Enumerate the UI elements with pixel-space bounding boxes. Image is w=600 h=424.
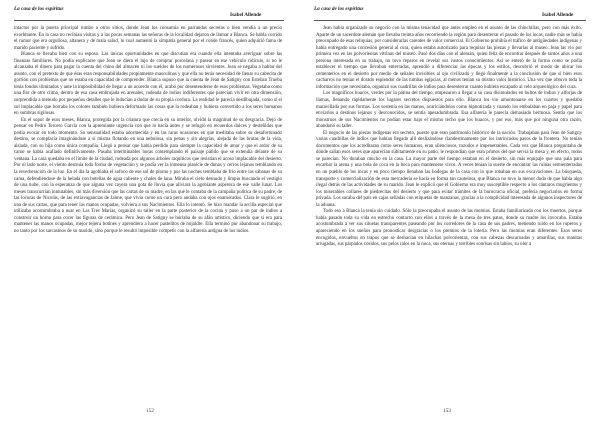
running-title: La casa de los espíritus [14,6,64,12]
page-body [14,26,282,236]
header-rule [314,20,586,21]
page-body [316,26,582,249]
header-rule [14,20,284,21]
paragraph: intactos por la puerta principal rumbo a otros sitios, donde Jean los consumía en parrandas secretas o bien vendía a un precio exorbitante. En la casa no recibían visitas y a las pocas semanas las señoras de la localidad dejaron de llamar a Blanca. Se habla corrido el rumor que era orgullosa, altanera y de mala salud, lo cual aumentó la simpatía general por el conde francés, quien adquirió fama de marido paciente y sufrido. [14,26,282,51]
paragraph: El negocio de las piezas indígenas era secreto, puesto que eran patrimonio histórico de la nación. Trabajaban para Jean de Satigny varias cuadrillas de indios que habían llegado allí deslizándose clandestinamente por los intrincados pasos de la frontera. No tenían documentos que los acreditaran como seres humanos, eran silenciosos, tozudos e impenetrables. Cada vez que Blanca preguntaba de dónde salían esos seres que aparecían súbitamente en su patio, le respondían que eran primos del que servía la mesa y, en efecto, todos se parecían. No duraban mucho en la casa. La mayor parte del tiempo estaban en el desierto, sin más equipaje que una pala para escarbar la arena y una bola de coca en la boca para mantenerse vivos. A veces tenían la suerte de encontrar las ruinas semienterradas en un pueblo de los incas y en poco tiempo llenaban las bodegas de la casa con lo que robaban en sus excavaciones. La búsqueda, transporte y comercialización de esta mercadería se hacía en forma tan cautelosa, que Blanca no tuvo la menor duda de que había algo ilegal detrás de las actividades de su marido. Jean le explicó que el Gobierno era muy susceptible respecto a los cántaros mugrientos y los miserables collares de piedrecitas del desierto y que para evitar trámites de la burocracia oficial, prefería negociarlos en forma privada. Los sacaba del país en cajas selladas con etiquetas de manzanas, gracias a la complicidad interesada de algunos inspectores de la aduana. [316,130,582,208]
page-number: 153 [443,408,451,414]
running-author: Isabel Allende [230,12,262,18]
page-number: 152 [146,408,154,414]
running-title: La casa de los espíritus [314,6,364,12]
paragraph: Los magníficos huacos, verdes por la pátina del tiempo, empezaron a llegar a su casa disimulados en bultos de indios y alforjas de llamas, llenando rápidamente los lugares secretos dispuestos para ello. Blanca los vio amontonarse en los cuartos y quedaba maravillada por sus formas. Los sostenía en las manos, acariciándolos como hipnotizada y cuando los embalaban en paja y papel para enviarlos a destinos lejanos y desconocidos, se sentía apesadumbrada. Esa alfarería le parecía demasiado hermosa. Sentía que los monstruos de sus Nacimientos no podían estar bajo el mismo techo que los huacos, y por eso, más que por ninguna otra razón, abandonó su taller. [316,91,582,130]
paragraph: Todo eso a Blanca la tenía sin cuidado. Sólo la preocupaba el asunto de las momias. Estaba familiarizada con los muertos, porque había pasado toda su vida en estrecho contacto con ellos a través de la mesa de tres patas, donde su madre los invocaba. Estaba acostumbrada a ver sus siluetas transparentes paseando por los corredores de la casa de sus padres, metiendo ruido en los roperos y apareciendo en los sueños para pronosticar desgracias o los premios de la lotería. Pero las momias eran diferentes. Esos seres encogidos, envueltos en trapos que se deshacían en hilachas polvorientas, con sus cabezas descarnadas y amarillas, sus manitas arrugadas, sus párpados cosidos, sus pelos ralos en la nuca, sus eternas y terribles sonrisas sin labios, su olor a [316,209,582,248]
paragraph: Jean había organizado su negocio con la misma tenacidad que antes empleó en el asunto de las chinchillas, pero con más éxito. Aparte de un sacerdote alemán que llevaba treinta años recorriendo la región para desenterrar el pasado de los incas, nadie más se había preocupado de esas reliquias, por considerarlas carentes de valor comercial. El Gobierno prohibía el tráfico de antigüedades indígenas y había entregado una concesión general al cura, quien estaba autorizado para requisar las piezas y llevarlas al museo. Jean las vio por primera vez en las polvorientas vitrinas del museo. Pasó dos días con el alemán, quien feliz de encontrar después de tantos años a una persona interesada en su trabajo, no tuvo reparos en revelar sus vastos conocimientos. Así se enteró de la forma como se podía establecer el tiempo que llevaban enterradas, aprendió a diferenciar las épocas y los estilos, descubrió el modo de ubicar los cementerios en el desierto por medio de señales invisibles al ojo civilizado y llegó finalmente a la conclusión de que si bien esos cacharros no tenían el dorado esplendor de las tumbas egipcias, al menos tenían su mismo valor histórico. Una vez que obtuvo toda la información que necesitaba, organizó sus cuadrillas de indios para desenterrar cuanto hubiera escapado al celo arqueológico del cura. [316,26,582,90]
running-author: Isabel Allende [542,12,574,18]
paragraph: Blanca se llevaba bien con su esposo. Las únicas oportunidades en que discutían era cuando ella intentaba averiguar sobre las finanzas familiares. No podía explicarse que Jean se diera el lujo de comprar porcelana y pasear en ese vehículo ridículo, si no le alcanzaba el dinero para pagar la cuenta del chino del almacén ni los sueldos de los numerosos sirvientes. Jean se negaba a hablar del asunto, con el pretexto de que ésas eran responsabilidades propiamente masculinas y que ella no tenía necesidad de llenar su cabecita de gorrión con problemas que no estaba en capacidad de comprender. Blanca supuso que la cuenta de Jean de Satigny con Esteban Trueba tenía fondos ilimitados y ante la imposibilidad de llegar a un acuerdo con él, acabó por desentenderse de esos problemas. Vegetaba como una flor de otro clima, dentro de esa casa embrujada en arenales, rodeada de indios indiferentes que parecían vivir en otra dimensión, sorprendida a menudo por pequeños detalles que le inducían a dudar de su propia cordura. La realidad le parecía desdibujada, como si el sol implacable que borraba los colores también hubiera deformado las cosas que la rodeaban y hubiera convertido a los seres humanos en sombras sigilosas. [14,52,282,117]
right-page [300,0,600,424]
paragraph: En el sopor de esos meses, Blanca, protegida por la criatura que crecía en su interior, olvidó la magnitud de su desgracia. Dejó de pensar en Pedro Tercero García con la apremiante urgencia con que lo hacía antes y se refugió en recuerdos dulces y desteñidos que podía evocar en todo momento. Su sensualidad estaba adormecida y en las raras ocasiones en que meditaba sobre su desafortunado destino, se complacía imaginándose a sí misma flotando en una nebulosa, sin penas y sin alegrías, alejada de las brutas de la vida, aislada, con su hija como única compañía. Llegó a pensar que había perdido para siempre la capacidad de amar y que el ardor de su carne se había acallado definitivamente. Pasaba interminables horas contemplando el paisaje pálido que se extendía delante de su ventana. La casa quedaba en el límite de la ciudad, rodeada por algunos árboles raquíticos que resistían el acoso implacable del desierto. Por el lado norte, el viento destruía toda forma de vegetación y se podía ver la inmensa planicie de dunas y cerros lejanos temblando en la reverberación de la luz. En el día la agobiaba el sofoco de ese sol de plomo y por las noches temblaba de frío entre las sábanas de su cama, defendiéndose de la helada con botellas de agua caliente y chales de lana. Miraba el cielo desnudo y limpio buscando el vestigio de una nube, con la esperanza de que alguna vez cayera una gota de lluvia que aliviara la agobiante aspereza de ese valle lunar. Los meses transcurrían inmutables, sin más diversión que las cartas de su madre, en las que le contaba de la campaña política de su padre, de las locuras de Nicolás, de las extravagancias de Jaime, que vivía como un cura pero andaba con ojos enamorados. Clara le sugirió, en una de sus cartas, que para tener las manos ocupadas, volviera a sus Nacimientos. Ella lo intentó. Se hizo mandar la arcilla especial que utilizaba acostumbraba a usar en Las Tres Marías, organizó su taller en la parte posterior de la cocina y puso a un par de indios a construir un horno para cocer las figuras de cerámica. Pero Jean de Satigny se burlaba de su afán artístico, diciendo que si era para mantener las manos ocupadas, mejor tejiera botines y aprendiera a hacer pastelitos de hojaldre. Ella terminó por abandonar su trabajo, no tanto por los sarcasmos de su marido, sino porque le resultó imposible competir con la alfarería antigua de los indios. [14,117,282,234]
